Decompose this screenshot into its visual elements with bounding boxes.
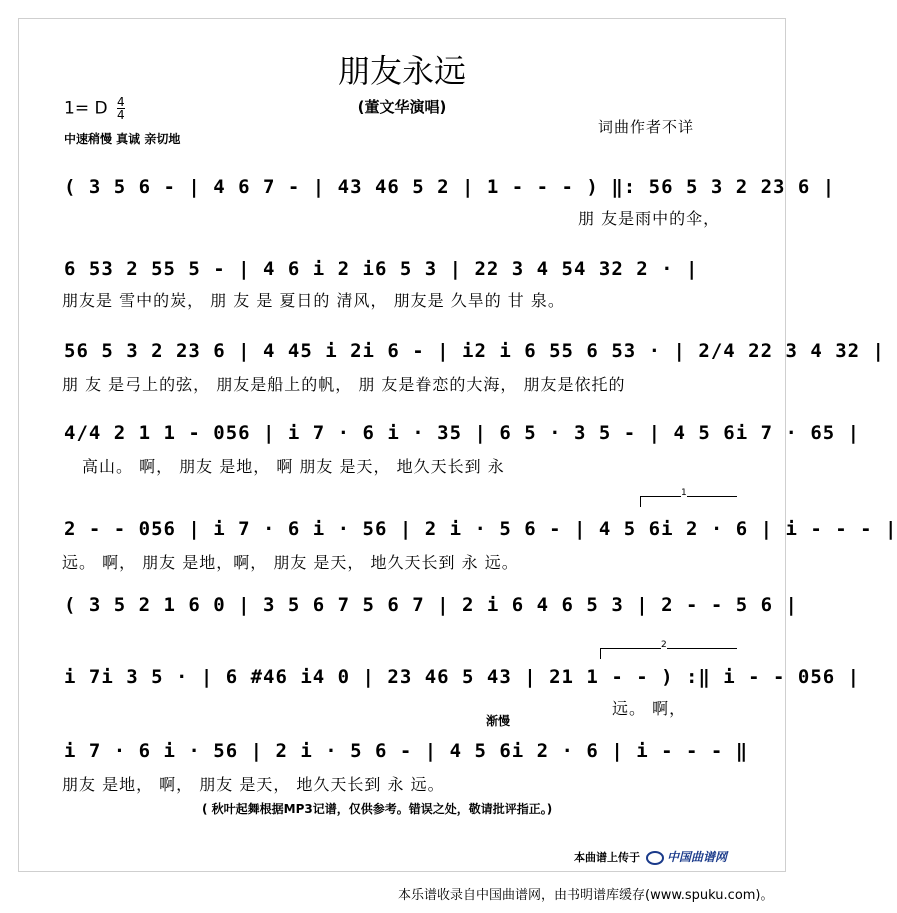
lyric-row: 朋 友是雨中的伞， [578,209,721,228]
song-title: 朋友永远 [337,52,466,90]
tempo-marking: 中速稍慢 真诚 亲切地 [64,132,181,146]
notation-row: 6 53 2 55 5 - | 4 6 i 2 i6 5 3 | 22 3 4 54 32 2 · | [64,258,699,280]
key-label: 1= D [64,98,108,119]
singer-credit: (董文华演唱) [357,98,447,116]
key-signature [64,96,125,121]
lyric-row: 远。 啊， 朋友 是地，啊， 朋友 是天， 地久天长到 永 远。 [62,553,519,572]
brand-name: 中国曲谱网 [667,850,728,864]
lyric-row: 远。 啊， [612,699,687,718]
lyric-row: 朋友 是地， 啊， 朋友 是天， 地久天长到 永 远。 [62,775,445,794]
lyric-row: 朋友是 雪中的炭， 朋 友 是 夏日的 清风， 朋友是 久旱的 甘 泉。 [62,291,565,310]
time-signature [117,96,125,121]
notation-row: 56 5 3 2 23 6 | 4 45 i 2i 6 - | i2 i 6 55 6 53 · | 2/4 22 3 4 32 | [64,340,885,362]
notation-row: i 7 · 6 i · 56 | 2 i · 5 6 - | 4 5 6i 2 · 6 | i - - - ‖ [64,740,749,762]
ritardando-marking: 渐慢 [486,714,511,728]
composer-credit: 词曲作者不详 [598,118,695,136]
lyric-row: 高山。 啊， 朋友 是地， 啊 朋友 是天， 地久天长到 永 [82,457,505,476]
notation-row: 4/4 2 1 1 - 056 | i 7 · 6 i · 35 | 6 5 · 3 5 - | 4 5 6i 7 · 65 | [64,422,861,444]
first-ending-number: 1 [681,488,687,498]
notation-row: ( 3 5 6 - | 4 6 7 - | 43 46 5 2 | 1 - - - ) ‖: 56 5 3 2 23 6 | [64,176,836,198]
lyric-row: 朋 友 是弓上的弦， 朋友是船上的帆， 朋 友是眷恋的大海， 朋友是依托的 [62,375,626,394]
time-numerator: 4 [116,95,125,109]
upload-label: 本曲谱上传于 [574,851,640,864]
notation-row: i 7i 3 5 · | 6 #46 i4 0 | 23 46 5 43 | 21 1 - - ) :‖ i - - 056 | [64,666,861,688]
notation-row: ( 3 5 2 1 6 0 | 3 5 6 7 5 6 7 | 2 i 6 4 6 5 3 | 2 - - 5 6 | [64,594,798,616]
transcription-note: ( 秋叶起舞根据MP3记谱，仅供参考。错误之处，敬请批评指正。) [202,802,553,816]
first-ending-bracket [640,488,737,507]
second-ending-bracket [600,640,737,659]
time-denominator: 4 [116,108,125,122]
notation-row: 2 - - 056 | i 7 · 6 i · 56 | 2 i · 5 6 - | 4 5 6i 2 · 6 | i - - - | [64,518,897,540]
brand-logo-icon [646,851,664,865]
upload-credit [574,848,727,865]
footer-source: 本乐谱收录自中国曲谱网，由书明谱库缓存(www.spuku.com)。 [398,888,774,903]
second-ending-number: 2 [661,640,667,650]
